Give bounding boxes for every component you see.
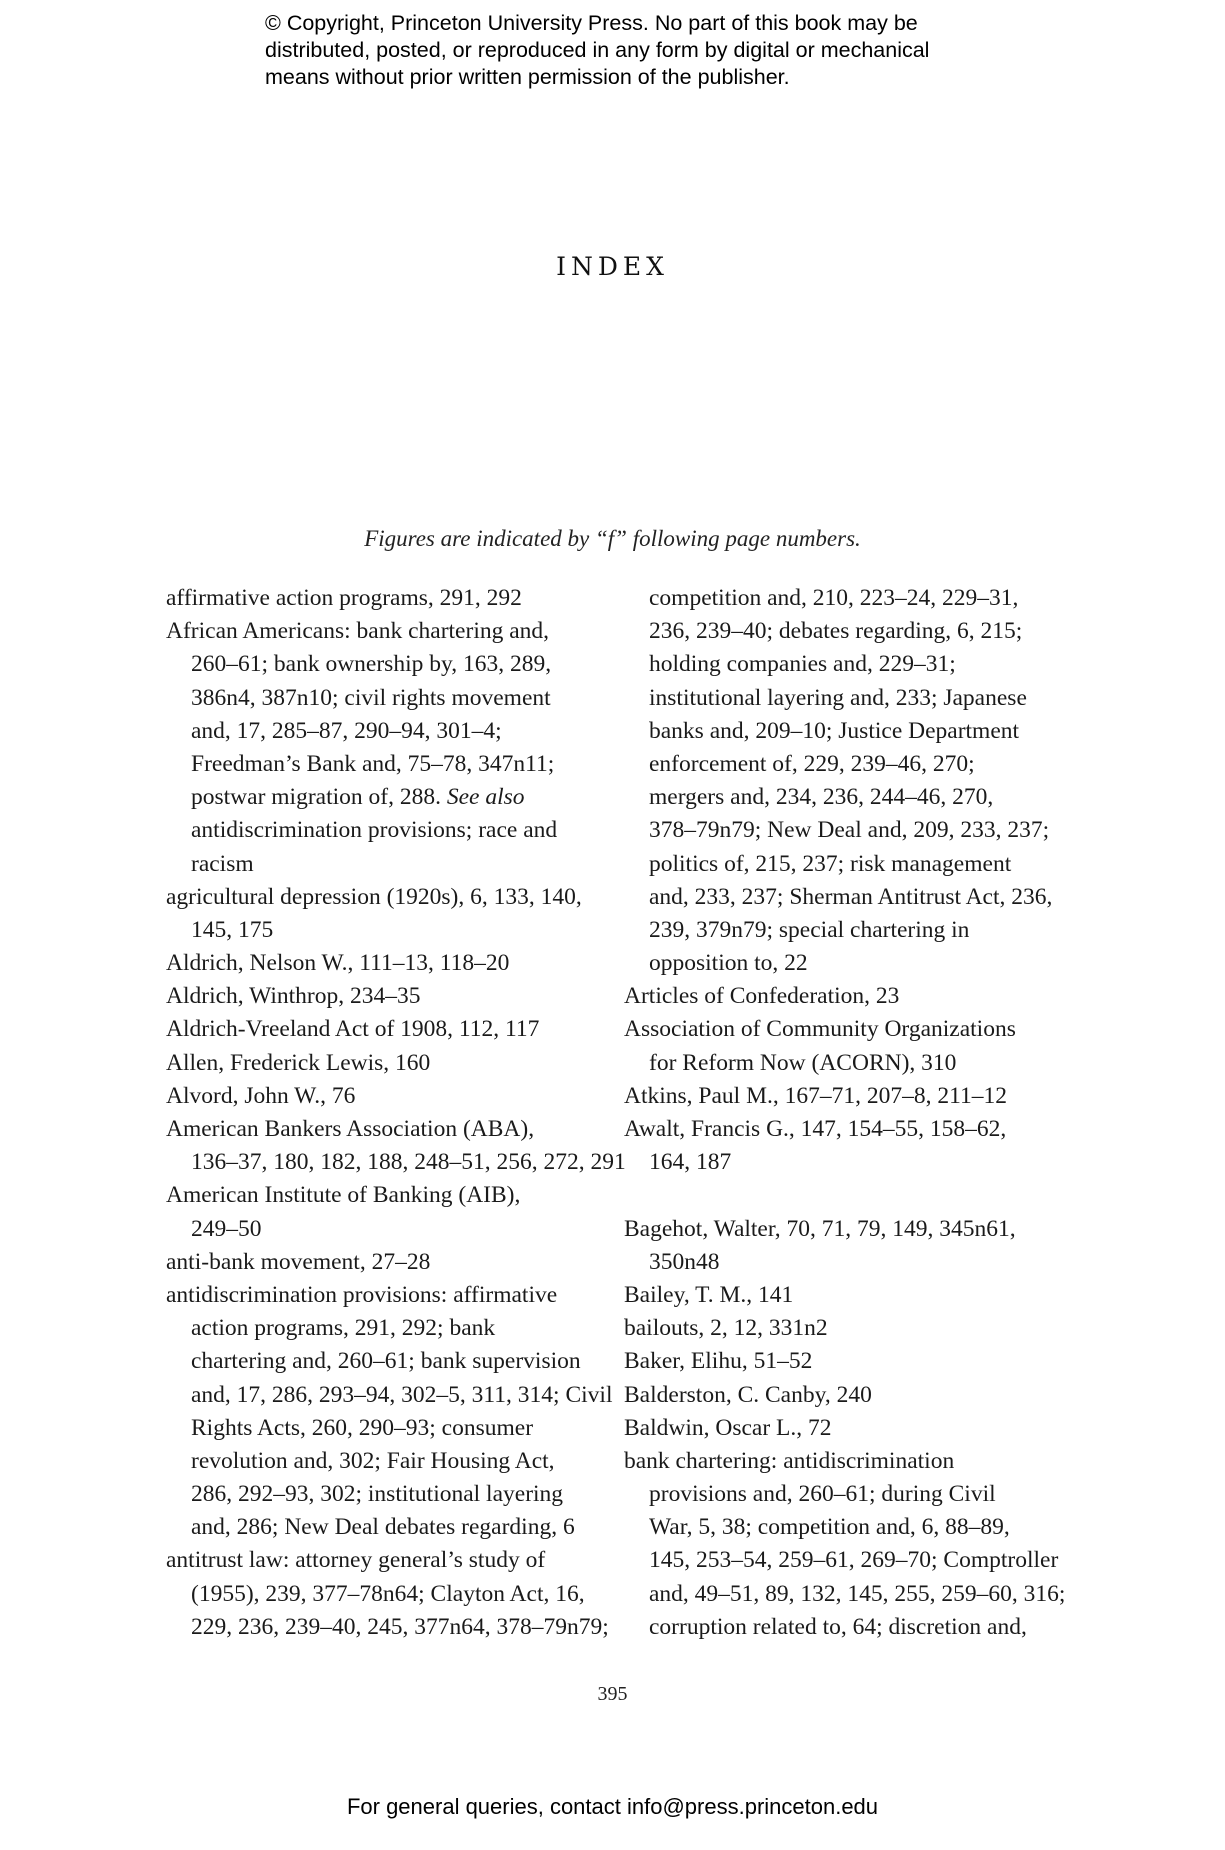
index-entry-continuation: opposition to, 22 (649, 950, 808, 977)
index-entry-continuation: 260–61; bank ownership by, 163, 289, (191, 651, 552, 678)
index-entry: Allen, Frederick Lewis, 160 (166, 1049, 431, 1076)
index-entry-continuation: competition and, 210, 223–24, 229–31, (649, 585, 1019, 611)
index-entry-continuation: chartering and, 260–61; bank supervision (191, 1348, 581, 1375)
index-entry-continuation: revolution and, 302; Fair Housing Act, (191, 1447, 555, 1474)
index-entry-continuation: mergers and, 234, 236, 244–46, 270, (649, 784, 994, 811)
index-entry-continuation: corruption related to, 64; discretion and, (649, 1613, 1027, 1640)
index-entry: bank chartering: antidiscrimination (624, 1447, 955, 1474)
index-entry: Baldwin, Oscar L., 72 (624, 1414, 832, 1441)
copyright-line: means without prior written permission of the publisher. (265, 65, 790, 89)
index-entry-continuation: 136–37, 180, 182, 188, 248–51, 256, 272, 291 (191, 1149, 626, 1176)
index-entry-continuation: enforcement of, 229, 239–46, 270; (649, 750, 975, 777)
index-entry-continuation: Rights Acts, 260, 290–93; consumer (191, 1414, 534, 1441)
page-title: INDEX (556, 252, 669, 281)
index-entry-continuation: provisions and, 260–61; during Civil (649, 1481, 996, 1508)
index-entry-continuation: 386n4, 387n10; civil rights movement (191, 684, 551, 711)
index-entry: Bailey, T. M., 141 (624, 1281, 794, 1308)
index-entry-continuation: institutional layering and, 233; Japanese (649, 684, 1027, 711)
index-entry: African Americans: bank chartering and, (166, 618, 550, 645)
index-entry: antitrust law: attorney general’s study of (166, 1547, 546, 1574)
index-entry-continuation: 249–50 (191, 1215, 262, 1242)
index-entry-continuation (166, 781, 636, 814)
contact-footer: For general queries, contact info@press.princeton.edu (346, 1794, 879, 1819)
index-entry: Bagehot, Walter, 70, 71, 79, 149, 345n61, (624, 1215, 1016, 1242)
index-entry: Aldrich, Nelson W., 111–13, 118–20 (166, 950, 510, 977)
index-entry-continuation: 236, 239–40; debates regarding, 6, 215; (649, 618, 1023, 645)
index-entry-continuation: 145, 253–54, 259–61, 269–70; Comptroller (649, 1547, 1059, 1574)
see-also-reference: See also (446, 784, 525, 811)
index-entry-continuation: 164, 187 (649, 1149, 732, 1176)
index-entry-continuation: holding companies and, 229–31; (649, 651, 956, 678)
figures-note: Figures are indicated by “f” following page numbers. (364, 526, 861, 551)
copyright-line: © Copyright, Princeton University Press. No part of this book may be (265, 11, 918, 35)
copyright-line: distributed, posted, or reproduced in any form by digital or mechanical (265, 38, 930, 62)
index-entry: affirmative action programs, 291, 292 (166, 585, 522, 611)
index-entry: Association of Community Organizations (624, 1016, 1016, 1043)
index-entry-continuation: for Reform Now (ACORN), 310 (649, 1049, 957, 1076)
index-entry-continuation: antidiscrimination provisions; race and (191, 817, 558, 844)
letter-group-separator (624, 1179, 1094, 1212)
index-entry: anti-bank movement, 27–28 (166, 1248, 431, 1275)
index-entry: Aldrich-Vreeland Act of 1908, 112, 117 (166, 1016, 540, 1043)
index-entry: Alvord, John W., 76 (166, 1082, 356, 1109)
index-entry: American Institute of Banking (AIB), (166, 1182, 521, 1209)
index-entry: Balderston, C. Canby, 240 (624, 1381, 872, 1408)
index-entry-continuation: 350n48 (649, 1248, 720, 1275)
index-entry: bailouts, 2, 12, 331n2 (624, 1315, 828, 1342)
index-column-right (624, 582, 1094, 1644)
index-entry-continuation: and, 233, 237; Sherman Antitrust Act, 236, (649, 883, 1053, 910)
index-entry: Awalt, Francis G., 147, 154–55, 158–62, (624, 1116, 1007, 1142)
copyright-notice (265, 10, 1025, 91)
index-entry-continuation: 286, 292–93, 302; institutional layering (191, 1481, 564, 1508)
index-entry-text: postwar migration of, 288. (191, 784, 441, 811)
index-entry-continuation: 229, 236, 239–40, 245, 377n64, 378–79n79; (191, 1613, 609, 1640)
index-entry-continuation: action programs, 291, 292; bank (191, 1315, 496, 1342)
index-entry: agricultural depression (1920s), 6, 133, 140, (166, 883, 582, 910)
index-entry-continuation: 239, 379n79; special chartering in (649, 916, 970, 943)
index-entry-continuation: and, 17, 285–87, 290–94, 301–4; (191, 717, 502, 744)
index-entry-continuation: (1955), 239, 377–78n64; Clayton Act, 16, (191, 1580, 585, 1607)
page-number: 395 (597, 1683, 628, 1705)
index-entry-continuation: War, 5, 38; competition and, 6, 88–89, (649, 1514, 1010, 1541)
index-entry-continuation: 378–79n79; New Deal and, 209, 233, 237; (649, 817, 1050, 844)
index-entry-continuation: and, 286; New Deal debates regarding, 6 (191, 1514, 575, 1541)
index-column-left (166, 582, 636, 1644)
index-entry-continuation: and, 49–51, 89, 132, 145, 255, 259–60, 316; (649, 1580, 1066, 1607)
index-entry: Articles of Confederation, 23 (624, 983, 900, 1010)
index-entry: American Bankers Association (ABA), (166, 1116, 535, 1142)
index-entry-continuation: 145, 175 (191, 916, 274, 943)
index-entry-continuation: Freedman’s Bank and, 75–78, 347n11; (191, 750, 555, 777)
index-entry-continuation: and, 17, 286, 293–94, 302–5, 311, 314; Civil (191, 1381, 613, 1408)
index-entry-continuation: racism (191, 850, 254, 877)
index-entry: Aldrich, Winthrop, 234–35 (166, 983, 421, 1010)
index-entry: antidiscrimination provisions: affirmative (166, 1281, 558, 1308)
index-entry: Baker, Elihu, 51–52 (624, 1348, 813, 1375)
index-entry: Atkins, Paul M., 167–71, 207–8, 211–12 (624, 1082, 1007, 1109)
index-entry-continuation: banks and, 209–10; Justice Department (649, 717, 1020, 744)
index-entry-continuation: politics of, 215, 237; risk management (649, 850, 1012, 877)
